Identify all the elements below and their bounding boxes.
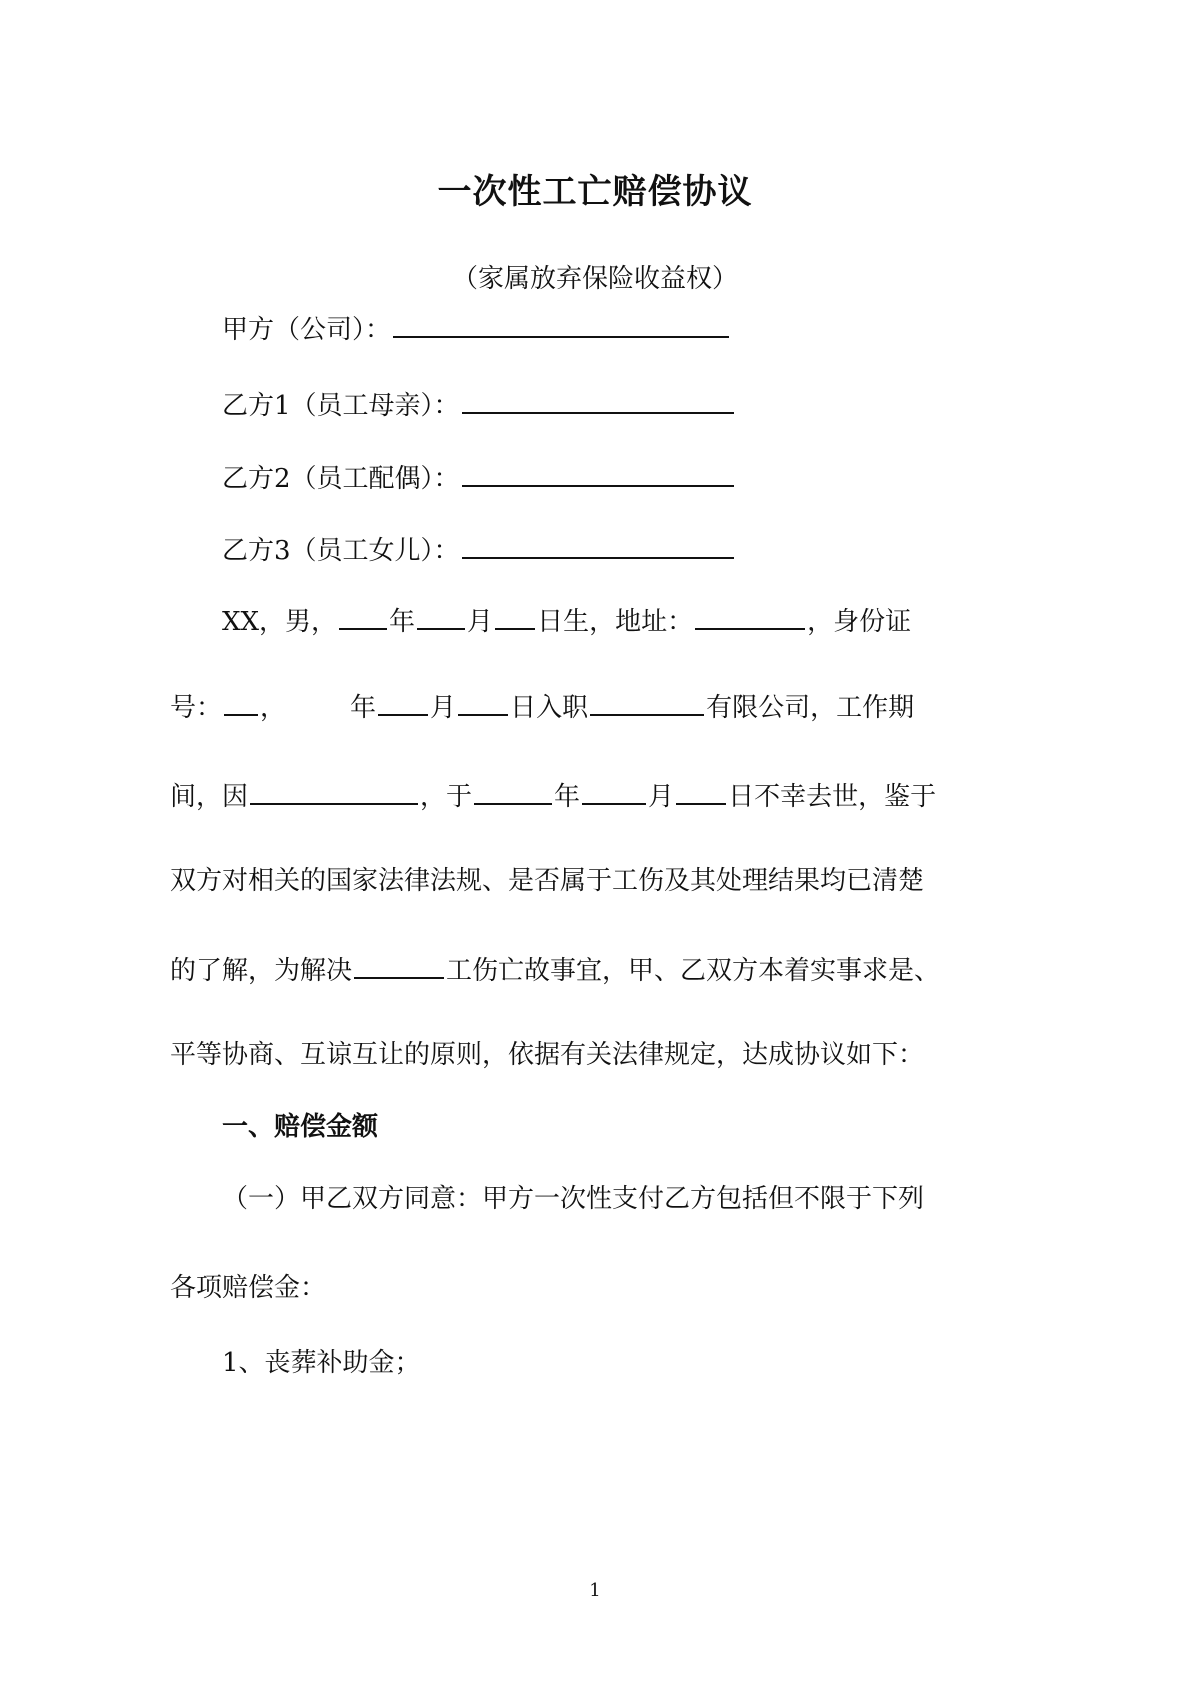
intro-text: 年 [350,693,377,723]
party-b2-line [222,463,736,492]
intro-text: 工伤亡故事宜，甲、乙双方本着实事求是、 [446,956,941,986]
page-number: 1 [589,1580,601,1601]
birth-month-blank [417,606,465,630]
intro-text: 月 [430,693,457,723]
party-b1-line [222,390,736,419]
intro-text: 月 [648,782,675,812]
intro-text: ，于 [420,782,473,812]
intro-line-4: 双方对相关的国家法律法规、是否属于工伤及其处理结果均已清楚 [170,866,925,896]
party-b1-label: 乙方1（员工母亲）： [222,391,460,421]
cause-blank [250,781,418,805]
intro-text: 有限公司，工作期 [706,693,915,723]
intro-text: 月 [467,607,494,637]
intro-text: 号： [170,693,223,723]
intro-line-6: 平等协商、互谅互让的原则，依据有关法律规定，达成协议如下： [170,1040,925,1070]
section-1-item-1: 1、丧葬补助金； [222,1348,421,1378]
death-year-blank [474,781,552,805]
party-b3-line [222,535,736,564]
section-1-para-line-2: 各项赔偿金： [170,1273,327,1303]
intro-text: 年 [389,607,416,637]
death-month-blank [582,781,646,805]
death-day-blank [676,781,726,805]
intro-text: 间，因 [170,782,249,812]
intro-line-1 [222,606,911,635]
intro-text: 日不幸去世，鉴于 [728,782,937,812]
party-b3-label: 乙方3（员工女儿）： [222,536,460,566]
intro-line-2 [170,692,914,721]
address-blank [695,606,805,630]
party-b2-label: 乙方2（员工配偶）： [222,464,460,494]
intro-text: 的了解，为解决 [170,956,353,986]
intro-line-5 [170,955,940,984]
employee-name-blank [354,955,444,979]
party-a-label: 甲方（公司）： [222,315,392,345]
intro-line-3 [170,781,936,810]
party-a-line [222,314,731,343]
document-title: 一次性工亡赔偿协议 [437,172,753,212]
party-b1-blank [462,390,734,414]
intro-text: ，身份证 [807,607,912,637]
party-b2-blank [462,463,734,487]
intro-text: 日入职 [510,693,589,723]
join-day-blank [458,692,508,716]
join-month-blank [378,692,428,716]
birth-day-blank [495,606,535,630]
intro-text: ， [260,693,287,723]
intro-text: XX，男， [222,607,338,637]
birth-year-blank [339,606,387,630]
section-1-para-line-1: （一）甲乙双方同意：甲方一次性支付乙方包括但不限于下列 [222,1184,925,1214]
intro-text: 日生，地址： [537,607,694,637]
id-number-blank [224,692,258,716]
intro-text: 年 [554,782,581,812]
party-a-blank [393,314,729,338]
company-name-blank [590,692,704,716]
party-b3-blank [462,535,734,559]
document-subtitle: （家属放弃保险收益权） [451,264,738,294]
section-1-heading: 一、赔偿金额 [222,1112,379,1142]
